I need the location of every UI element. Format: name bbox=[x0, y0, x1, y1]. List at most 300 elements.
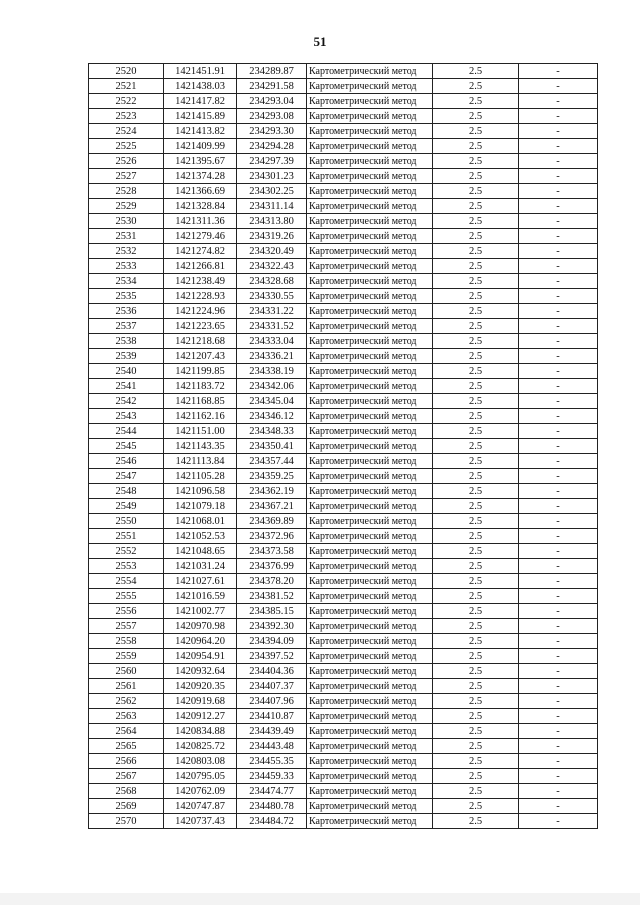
note-cell: - bbox=[519, 784, 598, 799]
x-coordinate-cell: 1421027.61 bbox=[164, 574, 237, 589]
method-cell: Картометрический метод bbox=[307, 409, 433, 424]
note-cell: - bbox=[519, 454, 598, 469]
method-cell: Картометрический метод bbox=[307, 319, 433, 334]
table-row bbox=[89, 424, 598, 439]
y-coordinate-cell: 234404.36 bbox=[237, 664, 307, 679]
x-coordinate-cell: 1420825.72 bbox=[164, 739, 237, 754]
y-coordinate-cell: 234319.26 bbox=[237, 229, 307, 244]
x-coordinate-cell: 1421328.84 bbox=[164, 199, 237, 214]
note-cell: - bbox=[519, 709, 598, 724]
y-coordinate-cell: 234311.14 bbox=[237, 199, 307, 214]
accuracy-cell: 2.5 bbox=[433, 634, 519, 649]
note-cell: - bbox=[519, 199, 598, 214]
table-row bbox=[89, 259, 598, 274]
table-row bbox=[89, 754, 598, 769]
method-cell: Картометрический метод bbox=[307, 799, 433, 814]
point-number-cell: 2564 bbox=[89, 724, 164, 739]
y-coordinate-cell: 234333.04 bbox=[237, 334, 307, 349]
y-coordinate-cell: 234331.22 bbox=[237, 304, 307, 319]
accuracy-cell: 2.5 bbox=[433, 259, 519, 274]
method-cell: Картометрический метод bbox=[307, 349, 433, 364]
x-coordinate-cell: 1421079.18 bbox=[164, 499, 237, 514]
x-coordinate-cell: 1421199.85 bbox=[164, 364, 237, 379]
table-row bbox=[89, 484, 598, 499]
method-cell: Картометрический метод bbox=[307, 394, 433, 409]
point-number-cell: 2544 bbox=[89, 424, 164, 439]
point-number-cell: 2559 bbox=[89, 649, 164, 664]
accuracy-cell: 2.5 bbox=[433, 724, 519, 739]
y-coordinate-cell: 234459.33 bbox=[237, 769, 307, 784]
accuracy-cell: 2.5 bbox=[433, 289, 519, 304]
method-cell: Картометрический метод bbox=[307, 199, 433, 214]
note-cell: - bbox=[519, 64, 598, 79]
point-number-cell: 2523 bbox=[89, 109, 164, 124]
accuracy-cell: 2.5 bbox=[433, 784, 519, 799]
note-cell: - bbox=[519, 334, 598, 349]
point-number-cell: 2532 bbox=[89, 244, 164, 259]
point-number-cell: 2522 bbox=[89, 94, 164, 109]
method-cell: Картометрический метод bbox=[307, 364, 433, 379]
x-coordinate-cell: 1421105.28 bbox=[164, 469, 237, 484]
x-coordinate-cell: 1421162.16 bbox=[164, 409, 237, 424]
table-row bbox=[89, 199, 598, 214]
note-cell: - bbox=[519, 754, 598, 769]
table-row bbox=[89, 139, 598, 154]
note-cell: - bbox=[519, 529, 598, 544]
y-coordinate-cell: 234359.25 bbox=[237, 469, 307, 484]
table-row bbox=[89, 364, 598, 379]
accuracy-cell: 2.5 bbox=[433, 559, 519, 574]
y-coordinate-cell: 234330.55 bbox=[237, 289, 307, 304]
accuracy-cell: 2.5 bbox=[433, 439, 519, 454]
note-cell: - bbox=[519, 409, 598, 424]
note-cell: - bbox=[519, 379, 598, 394]
y-coordinate-cell: 234443.48 bbox=[237, 739, 307, 754]
y-coordinate-cell: 234474.77 bbox=[237, 784, 307, 799]
table-row bbox=[89, 634, 598, 649]
note-cell: - bbox=[519, 664, 598, 679]
accuracy-cell: 2.5 bbox=[433, 649, 519, 664]
method-cell: Картометрический метод bbox=[307, 694, 433, 709]
point-number-cell: 2521 bbox=[89, 79, 164, 94]
accuracy-cell: 2.5 bbox=[433, 154, 519, 169]
method-cell: Картометрический метод bbox=[307, 784, 433, 799]
x-coordinate-cell: 1421143.35 bbox=[164, 439, 237, 454]
note-cell: - bbox=[519, 94, 598, 109]
y-coordinate-cell: 234397.52 bbox=[237, 649, 307, 664]
note-cell: - bbox=[519, 739, 598, 754]
x-coordinate-cell: 1421052.53 bbox=[164, 529, 237, 544]
x-coordinate-cell: 1421451.91 bbox=[164, 64, 237, 79]
table-body bbox=[89, 64, 598, 829]
point-number-cell: 2548 bbox=[89, 484, 164, 499]
note-cell: - bbox=[519, 634, 598, 649]
accuracy-cell: 2.5 bbox=[433, 574, 519, 589]
note-cell: - bbox=[519, 79, 598, 94]
x-coordinate-cell: 1421223.65 bbox=[164, 319, 237, 334]
method-cell: Картометрический метод bbox=[307, 259, 433, 274]
method-cell: Картометрический метод bbox=[307, 139, 433, 154]
y-coordinate-cell: 234322.43 bbox=[237, 259, 307, 274]
page-number: 51 bbox=[313, 34, 327, 49]
method-cell: Картометрический метод bbox=[307, 814, 433, 829]
note-cell: - bbox=[519, 499, 598, 514]
method-cell: Картометрический метод bbox=[307, 289, 433, 304]
y-coordinate-cell: 234378.20 bbox=[237, 574, 307, 589]
y-coordinate-cell: 234328.68 bbox=[237, 274, 307, 289]
point-number-cell: 2543 bbox=[89, 409, 164, 424]
y-coordinate-cell: 234410.87 bbox=[237, 709, 307, 724]
accuracy-cell: 2.5 bbox=[433, 469, 519, 484]
accuracy-cell: 2.5 bbox=[433, 304, 519, 319]
accuracy-cell: 2.5 bbox=[433, 589, 519, 604]
table-row bbox=[89, 289, 598, 304]
y-coordinate-cell: 234346.12 bbox=[237, 409, 307, 424]
point-number-cell: 2542 bbox=[89, 394, 164, 409]
y-coordinate-cell: 234297.39 bbox=[237, 154, 307, 169]
x-coordinate-cell: 1420803.08 bbox=[164, 754, 237, 769]
accuracy-cell: 2.5 bbox=[433, 394, 519, 409]
accuracy-cell: 2.5 bbox=[433, 769, 519, 784]
y-coordinate-cell: 234407.96 bbox=[237, 694, 307, 709]
point-number-cell: 2530 bbox=[89, 214, 164, 229]
x-coordinate-cell: 1421096.58 bbox=[164, 484, 237, 499]
x-coordinate-cell: 1421417.82 bbox=[164, 94, 237, 109]
y-coordinate-cell: 234350.41 bbox=[237, 439, 307, 454]
note-cell: - bbox=[519, 349, 598, 364]
method-cell: Картометрический метод bbox=[307, 619, 433, 634]
point-number-cell: 2554 bbox=[89, 574, 164, 589]
table-row bbox=[89, 154, 598, 169]
y-coordinate-cell: 234313.80 bbox=[237, 214, 307, 229]
accuracy-cell: 2.5 bbox=[433, 409, 519, 424]
table-row bbox=[89, 409, 598, 424]
x-coordinate-cell: 1421311.36 bbox=[164, 214, 237, 229]
point-number-cell: 2552 bbox=[89, 544, 164, 559]
x-coordinate-cell: 1421274.82 bbox=[164, 244, 237, 259]
table-row bbox=[89, 694, 598, 709]
x-coordinate-cell: 1420762.09 bbox=[164, 784, 237, 799]
accuracy-cell: 2.5 bbox=[433, 109, 519, 124]
accuracy-cell: 2.5 bbox=[433, 169, 519, 184]
note-cell: - bbox=[519, 154, 598, 169]
y-coordinate-cell: 234320.49 bbox=[237, 244, 307, 259]
accuracy-cell: 2.5 bbox=[433, 499, 519, 514]
point-number-cell: 2565 bbox=[89, 739, 164, 754]
table-row bbox=[89, 619, 598, 634]
table-row bbox=[89, 109, 598, 124]
accuracy-cell: 2.5 bbox=[433, 124, 519, 139]
accuracy-cell: 2.5 bbox=[433, 244, 519, 259]
x-coordinate-cell: 1421068.01 bbox=[164, 514, 237, 529]
y-coordinate-cell: 234484.72 bbox=[237, 814, 307, 829]
note-cell: - bbox=[519, 559, 598, 574]
accuracy-cell: 2.5 bbox=[433, 334, 519, 349]
note-cell: - bbox=[519, 124, 598, 139]
method-cell: Картометрический метод bbox=[307, 154, 433, 169]
x-coordinate-cell: 1421279.46 bbox=[164, 229, 237, 244]
x-coordinate-cell: 1421113.84 bbox=[164, 454, 237, 469]
note-cell: - bbox=[519, 649, 598, 664]
coordinates-table bbox=[88, 63, 598, 829]
table-row bbox=[89, 814, 598, 829]
note-cell: - bbox=[519, 544, 598, 559]
point-number-cell: 2531 bbox=[89, 229, 164, 244]
method-cell: Картометрический метод bbox=[307, 469, 433, 484]
table-row bbox=[89, 724, 598, 739]
table-row bbox=[89, 274, 598, 289]
table-row bbox=[89, 124, 598, 139]
note-cell: - bbox=[519, 424, 598, 439]
point-number-cell: 2568 bbox=[89, 784, 164, 799]
y-coordinate-cell: 234480.78 bbox=[237, 799, 307, 814]
method-cell: Картометрический метод bbox=[307, 169, 433, 184]
accuracy-cell: 2.5 bbox=[433, 679, 519, 694]
x-coordinate-cell: 1421266.81 bbox=[164, 259, 237, 274]
y-coordinate-cell: 234294.28 bbox=[237, 139, 307, 154]
x-coordinate-cell: 1421207.43 bbox=[164, 349, 237, 364]
note-cell: - bbox=[519, 679, 598, 694]
point-number-cell: 2524 bbox=[89, 124, 164, 139]
point-number-cell: 2529 bbox=[89, 199, 164, 214]
x-coordinate-cell: 1420970.98 bbox=[164, 619, 237, 634]
x-coordinate-cell: 1421016.59 bbox=[164, 589, 237, 604]
method-cell: Картометрический метод bbox=[307, 499, 433, 514]
method-cell: Картометрический метод bbox=[307, 679, 433, 694]
method-cell: Картометрический метод bbox=[307, 634, 433, 649]
point-number-cell: 2527 bbox=[89, 169, 164, 184]
x-coordinate-cell: 1421228.93 bbox=[164, 289, 237, 304]
y-coordinate-cell: 234336.21 bbox=[237, 349, 307, 364]
method-cell: Картометрический метод bbox=[307, 544, 433, 559]
note-cell: - bbox=[519, 589, 598, 604]
table-row bbox=[89, 604, 598, 619]
accuracy-cell: 2.5 bbox=[433, 454, 519, 469]
y-coordinate-cell: 234301.23 bbox=[237, 169, 307, 184]
note-cell: - bbox=[519, 814, 598, 829]
point-number-cell: 2566 bbox=[89, 754, 164, 769]
x-coordinate-cell: 1421438.03 bbox=[164, 79, 237, 94]
accuracy-cell: 2.5 bbox=[433, 349, 519, 364]
x-coordinate-cell: 1420954.91 bbox=[164, 649, 237, 664]
method-cell: Картометрический метод bbox=[307, 739, 433, 754]
note-cell: - bbox=[519, 364, 598, 379]
x-coordinate-cell: 1421374.28 bbox=[164, 169, 237, 184]
y-coordinate-cell: 234369.89 bbox=[237, 514, 307, 529]
method-cell: Картометрический метод bbox=[307, 79, 433, 94]
table-row bbox=[89, 169, 598, 184]
point-number-cell: 2561 bbox=[89, 679, 164, 694]
y-coordinate-cell: 234331.52 bbox=[237, 319, 307, 334]
point-number-cell: 2549 bbox=[89, 499, 164, 514]
accuracy-cell: 2.5 bbox=[433, 79, 519, 94]
note-cell: - bbox=[519, 769, 598, 784]
note-cell: - bbox=[519, 244, 598, 259]
note-cell: - bbox=[519, 574, 598, 589]
accuracy-cell: 2.5 bbox=[433, 424, 519, 439]
method-cell: Картометрический метод bbox=[307, 184, 433, 199]
x-coordinate-cell: 1420737.43 bbox=[164, 814, 237, 829]
method-cell: Картометрический метод bbox=[307, 514, 433, 529]
y-coordinate-cell: 234392.30 bbox=[237, 619, 307, 634]
table-row bbox=[89, 514, 598, 529]
accuracy-cell: 2.5 bbox=[433, 484, 519, 499]
method-cell: Картометрический метод bbox=[307, 754, 433, 769]
table-row bbox=[89, 94, 598, 109]
table-row bbox=[89, 784, 598, 799]
accuracy-cell: 2.5 bbox=[433, 184, 519, 199]
x-coordinate-cell: 1421048.65 bbox=[164, 544, 237, 559]
table-row bbox=[89, 529, 598, 544]
point-number-cell: 2540 bbox=[89, 364, 164, 379]
note-cell: - bbox=[519, 439, 598, 454]
method-cell: Картометрический метод bbox=[307, 64, 433, 79]
y-coordinate-cell: 234302.25 bbox=[237, 184, 307, 199]
y-coordinate-cell: 234291.58 bbox=[237, 79, 307, 94]
accuracy-cell: 2.5 bbox=[433, 544, 519, 559]
table-row bbox=[89, 649, 598, 664]
method-cell: Картометрический метод bbox=[307, 529, 433, 544]
x-coordinate-cell: 1420747.87 bbox=[164, 799, 237, 814]
table-row bbox=[89, 559, 598, 574]
x-coordinate-cell: 1421413.82 bbox=[164, 124, 237, 139]
x-coordinate-cell: 1421409.99 bbox=[164, 139, 237, 154]
point-number-cell: 2558 bbox=[89, 634, 164, 649]
x-coordinate-cell: 1421031.24 bbox=[164, 559, 237, 574]
x-coordinate-cell: 1421395.67 bbox=[164, 154, 237, 169]
note-cell: - bbox=[519, 214, 598, 229]
table-row bbox=[89, 499, 598, 514]
method-cell: Картометрический метод bbox=[307, 454, 433, 469]
accuracy-cell: 2.5 bbox=[433, 274, 519, 289]
table-row bbox=[89, 214, 598, 229]
note-cell: - bbox=[519, 604, 598, 619]
note-cell: - bbox=[519, 724, 598, 739]
y-coordinate-cell: 234289.87 bbox=[237, 64, 307, 79]
method-cell: Картометрический метод bbox=[307, 244, 433, 259]
point-number-cell: 2560 bbox=[89, 664, 164, 679]
method-cell: Картометрический метод bbox=[307, 604, 433, 619]
table-row bbox=[89, 769, 598, 784]
method-cell: Картометрический метод bbox=[307, 709, 433, 724]
point-number-cell: 2562 bbox=[89, 694, 164, 709]
table-row bbox=[89, 664, 598, 679]
y-coordinate-cell: 234394.09 bbox=[237, 634, 307, 649]
method-cell: Картометрический метод bbox=[307, 109, 433, 124]
x-coordinate-cell: 1421218.68 bbox=[164, 334, 237, 349]
y-coordinate-cell: 234439.49 bbox=[237, 724, 307, 739]
note-cell: - bbox=[519, 799, 598, 814]
table-row bbox=[89, 469, 598, 484]
x-coordinate-cell: 1420932.64 bbox=[164, 664, 237, 679]
point-number-cell: 2567 bbox=[89, 769, 164, 784]
point-number-cell: 2569 bbox=[89, 799, 164, 814]
accuracy-cell: 2.5 bbox=[433, 364, 519, 379]
point-number-cell: 2556 bbox=[89, 604, 164, 619]
table-row bbox=[89, 79, 598, 94]
table-row bbox=[89, 349, 598, 364]
accuracy-cell: 2.5 bbox=[433, 64, 519, 79]
y-coordinate-cell: 234293.30 bbox=[237, 124, 307, 139]
method-cell: Картометрический метод bbox=[307, 424, 433, 439]
note-cell: - bbox=[519, 619, 598, 634]
table-row bbox=[89, 244, 598, 259]
table-row bbox=[89, 304, 598, 319]
x-coordinate-cell: 1420795.05 bbox=[164, 769, 237, 784]
x-coordinate-cell: 1421415.89 bbox=[164, 109, 237, 124]
note-cell: - bbox=[519, 109, 598, 124]
note-cell: - bbox=[519, 184, 598, 199]
method-cell: Картометрический метод bbox=[307, 229, 433, 244]
scan-edge bbox=[0, 893, 640, 905]
y-coordinate-cell: 234407.37 bbox=[237, 679, 307, 694]
method-cell: Картометрический метод bbox=[307, 379, 433, 394]
accuracy-cell: 2.5 bbox=[433, 799, 519, 814]
method-cell: Картометрический метод bbox=[307, 94, 433, 109]
point-number-cell: 2526 bbox=[89, 154, 164, 169]
x-coordinate-cell: 1421151.00 bbox=[164, 424, 237, 439]
x-coordinate-cell: 1421224.96 bbox=[164, 304, 237, 319]
note-cell: - bbox=[519, 319, 598, 334]
point-number-cell: 2538 bbox=[89, 334, 164, 349]
table-row bbox=[89, 439, 598, 454]
table-row bbox=[89, 379, 598, 394]
point-number-cell: 2525 bbox=[89, 139, 164, 154]
y-coordinate-cell: 234293.08 bbox=[237, 109, 307, 124]
note-cell: - bbox=[519, 274, 598, 289]
note-cell: - bbox=[519, 229, 598, 244]
accuracy-cell: 2.5 bbox=[433, 529, 519, 544]
point-number-cell: 2550 bbox=[89, 514, 164, 529]
x-coordinate-cell: 1420964.20 bbox=[164, 634, 237, 649]
method-cell: Картометрический метод bbox=[307, 574, 433, 589]
x-coordinate-cell: 1421002.77 bbox=[164, 604, 237, 619]
table-row bbox=[89, 574, 598, 589]
point-number-cell: 2546 bbox=[89, 454, 164, 469]
note-cell: - bbox=[519, 514, 598, 529]
y-coordinate-cell: 234338.19 bbox=[237, 364, 307, 379]
point-number-cell: 2545 bbox=[89, 439, 164, 454]
point-number-cell: 2547 bbox=[89, 469, 164, 484]
x-coordinate-cell: 1420919.68 bbox=[164, 694, 237, 709]
note-cell: - bbox=[519, 304, 598, 319]
method-cell: Картометрический метод bbox=[307, 559, 433, 574]
x-coordinate-cell: 1421238.49 bbox=[164, 274, 237, 289]
point-number-cell: 2533 bbox=[89, 259, 164, 274]
method-cell: Картометрический метод bbox=[307, 589, 433, 604]
table-row bbox=[89, 334, 598, 349]
accuracy-cell: 2.5 bbox=[433, 199, 519, 214]
method-cell: Картометрический метод bbox=[307, 769, 433, 784]
note-cell: - bbox=[519, 289, 598, 304]
point-number-cell: 2557 bbox=[89, 619, 164, 634]
y-coordinate-cell: 234373.58 bbox=[237, 544, 307, 559]
table-row bbox=[89, 589, 598, 604]
point-number-cell: 2563 bbox=[89, 709, 164, 724]
method-cell: Картометрический метод bbox=[307, 124, 433, 139]
y-coordinate-cell: 234381.52 bbox=[237, 589, 307, 604]
table-row bbox=[89, 394, 598, 409]
table-row bbox=[89, 544, 598, 559]
note-cell: - bbox=[519, 469, 598, 484]
y-coordinate-cell: 234455.35 bbox=[237, 754, 307, 769]
accuracy-cell: 2.5 bbox=[433, 514, 519, 529]
accuracy-cell: 2.5 bbox=[433, 214, 519, 229]
accuracy-cell: 2.5 bbox=[433, 694, 519, 709]
y-coordinate-cell: 234372.96 bbox=[237, 529, 307, 544]
accuracy-cell: 2.5 bbox=[433, 619, 519, 634]
point-number-cell: 2537 bbox=[89, 319, 164, 334]
